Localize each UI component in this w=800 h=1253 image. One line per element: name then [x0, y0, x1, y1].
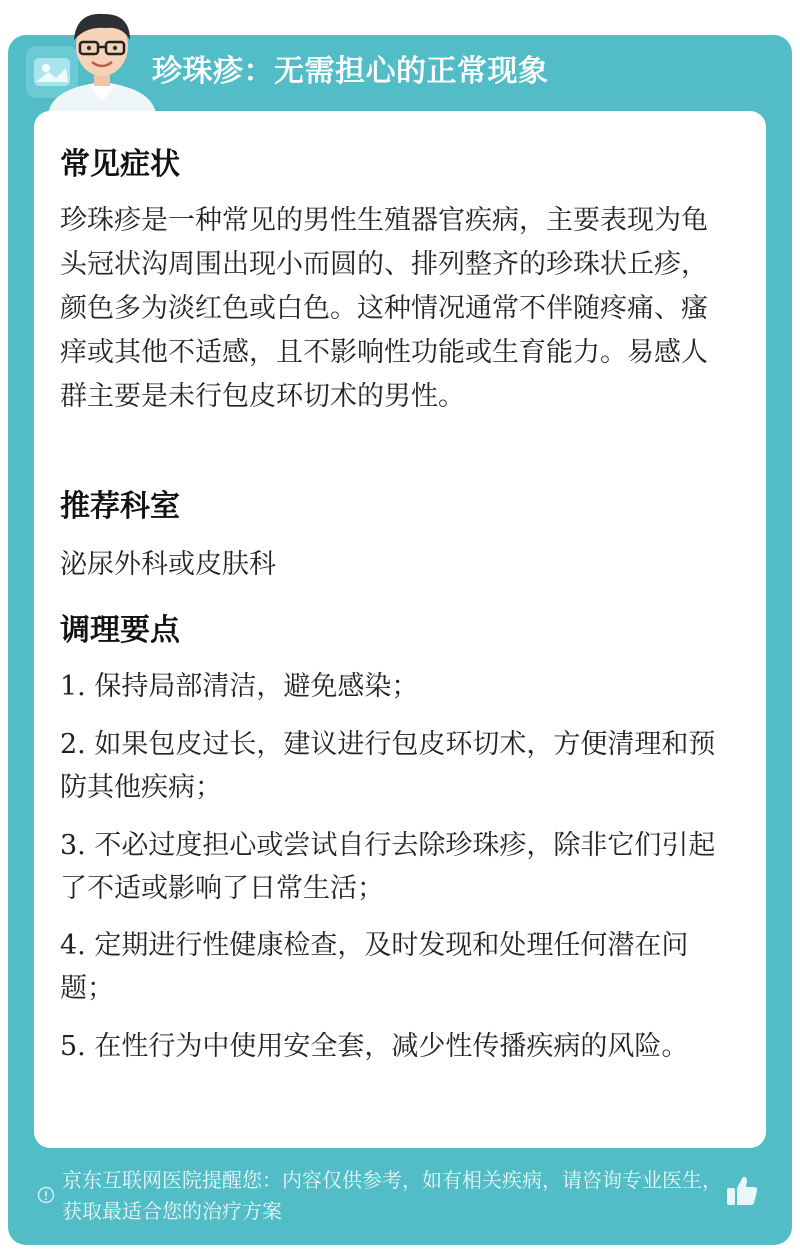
care-item-2: 2. 如果包皮过长，建议进行包皮环切术，方便清理和预防其他疾病； [60, 729, 716, 803]
disclaimer-text: 京东互联网医院提醒您：内容仅供参考，如有相关疾病，请咨询专业医生，获取最适合您的治疗方案 [62, 1168, 722, 1223]
section-heading-symptoms: 常见症状 [60, 147, 180, 182]
care-item-4: 4. 定期进行性健康检查，及时发现和处理任何潜在问题； [60, 930, 689, 1004]
care-item-3: 3. 不必过度担心或尝试自行去除珍珠疹，除非它们引起了不适或影响了日常生活； [60, 830, 716, 904]
section-heading-care: 调理要点 [60, 613, 180, 648]
care-item-1: 1. 保持局部清洁，避免感染； [60, 671, 419, 702]
page-title: 珍珠疹：无需担心的正常现象 [152, 54, 549, 89]
section-heading-department: 推荐科室 [60, 489, 180, 524]
symptoms-text: 珍珠疹是一种常见的男性生殖器官疾病，主要表现为龟头冠状沟周围出现小而圆的、排列整齐的珍珠状丘疹，颜色多为淡红色或白色。这种情况通常不伴随疼痛、瘙痒或其他不适感，且不影响性功能或生育能力。易感人群主要是未行包皮环切术的男性。 [60, 205, 708, 412]
thumbs-up-icon[interactable] [724, 1173, 760, 1209]
department-text: 泌尿外科或皮肤科 [60, 549, 276, 580]
content-card [34, 111, 766, 1148]
care-item-5: 5. 在性行为中使用安全套，减少性传播疾病的风险。 [60, 1031, 689, 1062]
info-icon [37, 1186, 55, 1204]
